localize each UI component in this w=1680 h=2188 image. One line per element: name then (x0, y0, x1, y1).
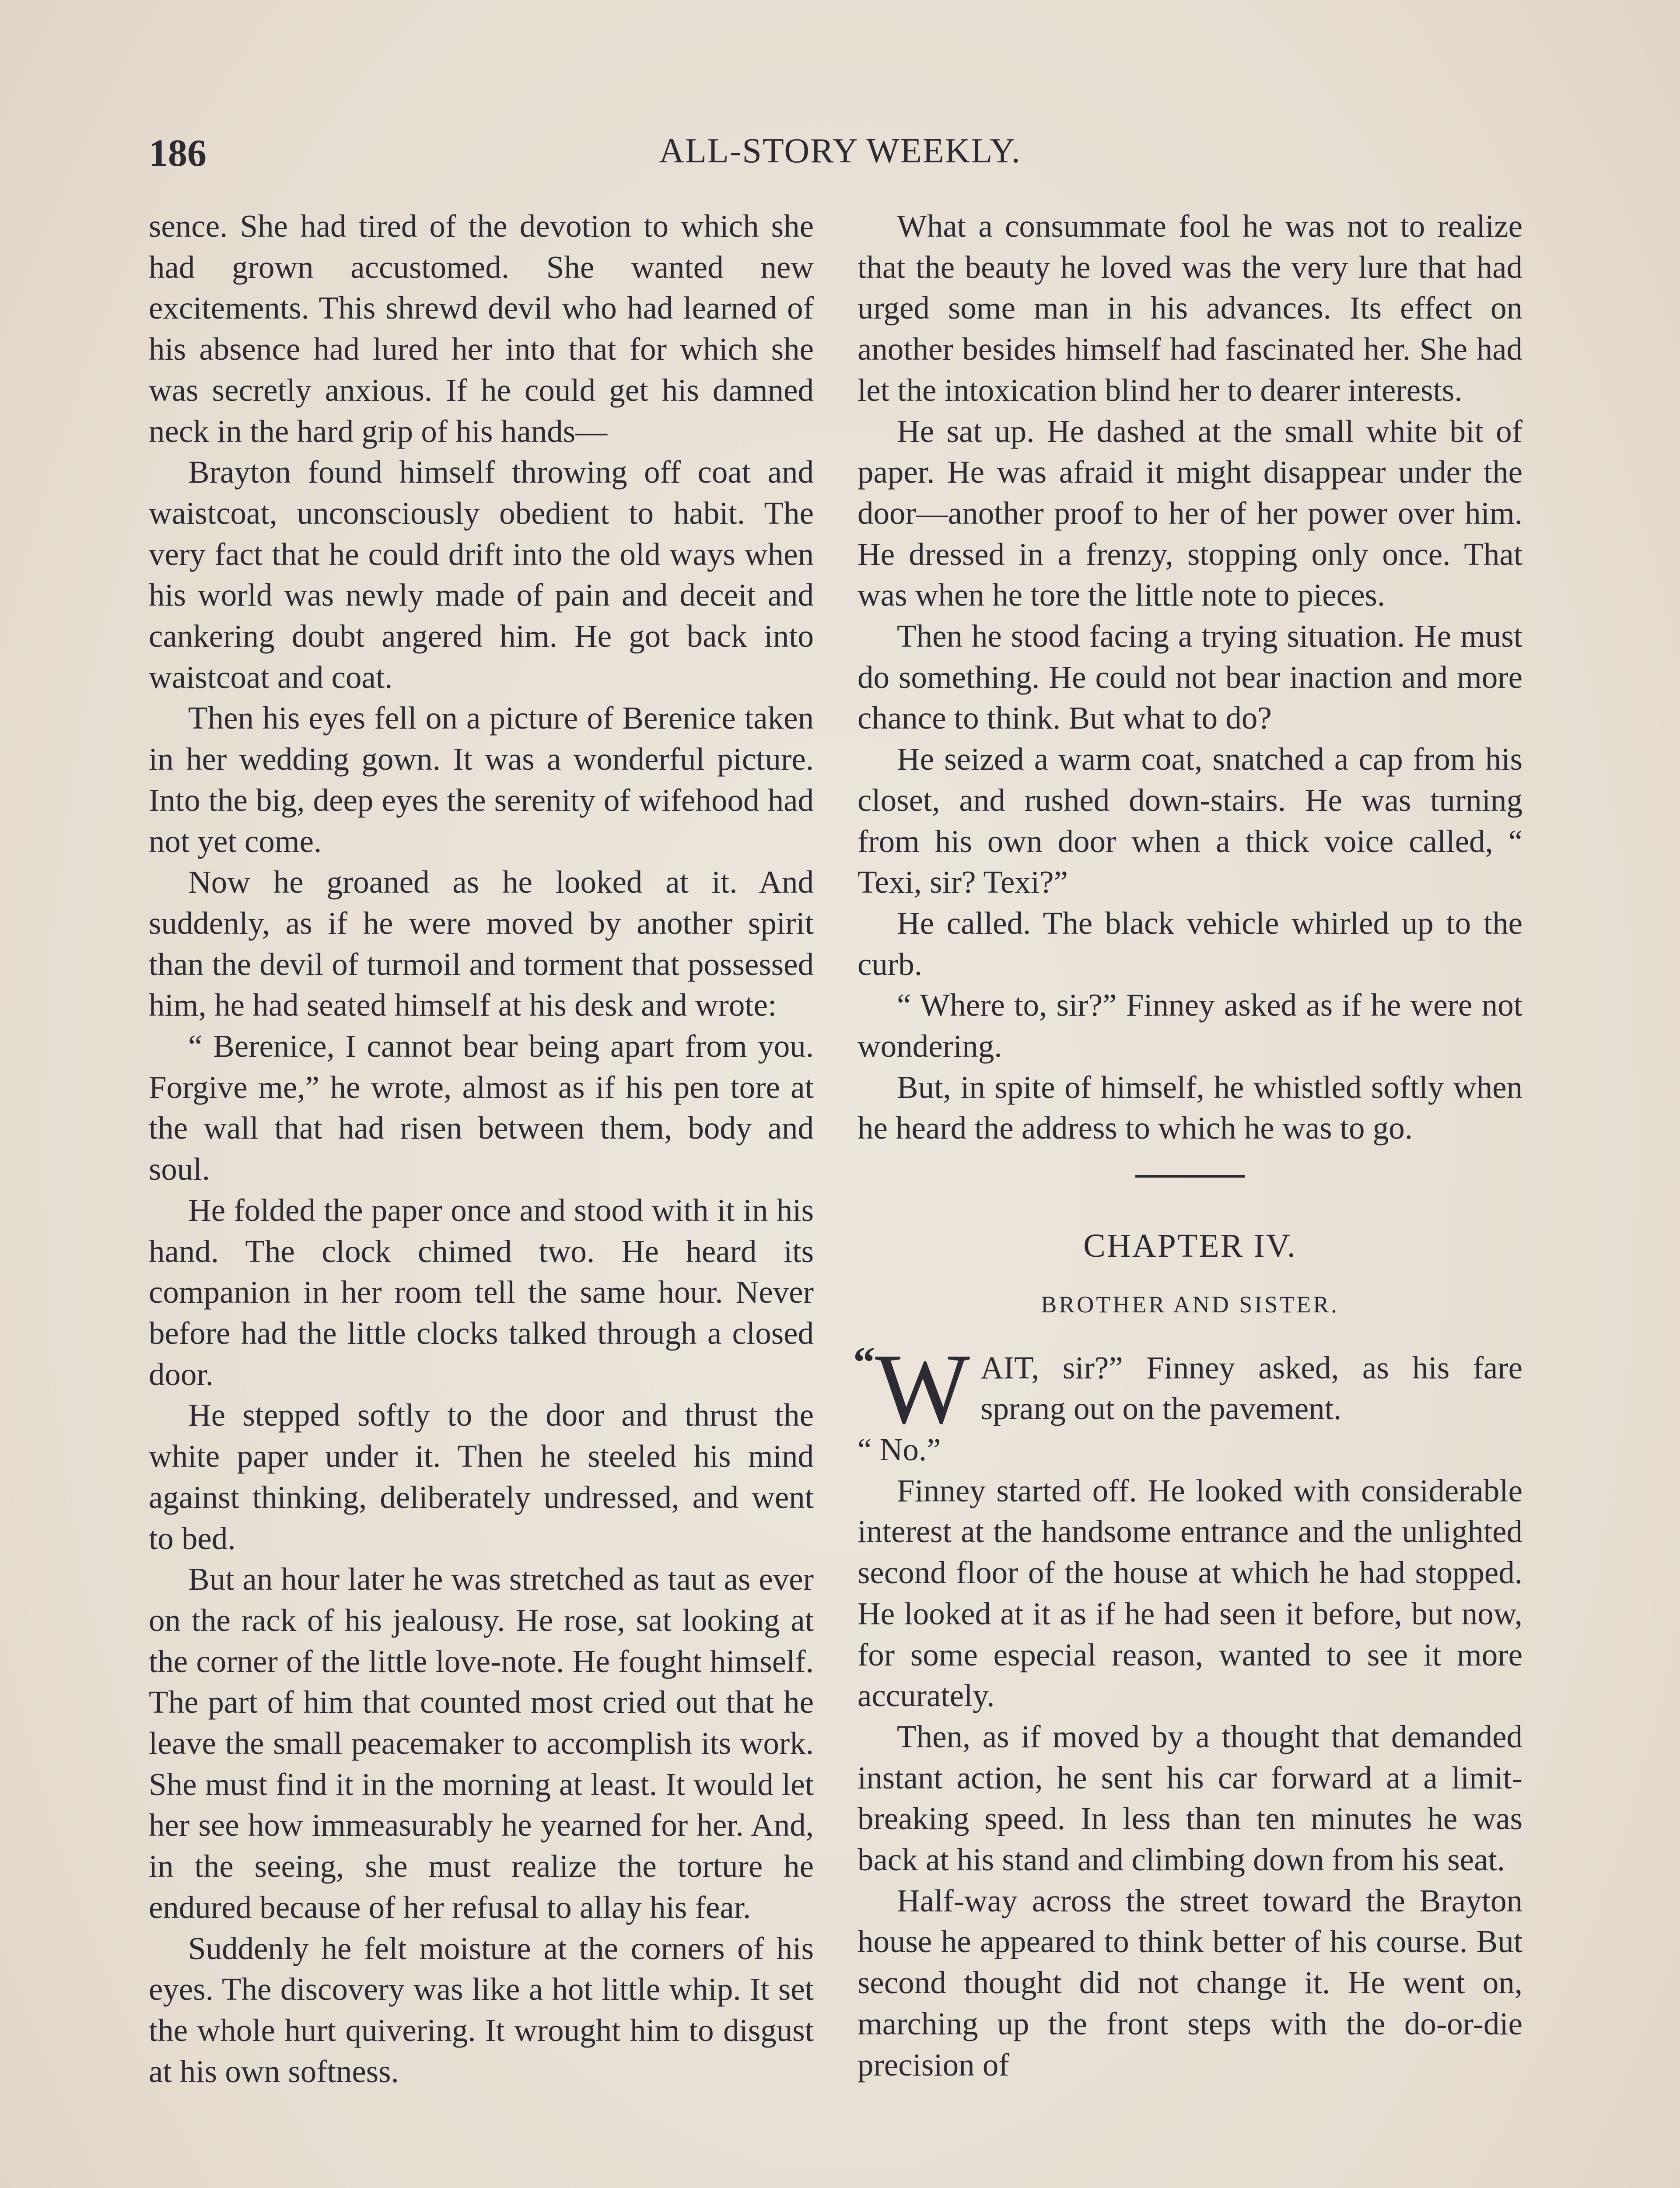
paragraph: Brayton found himself throwing off coat and waistcoat, unconsciously obedient to habit. The very fact that he could drift into the old ways when his world was newly made of pain and deceit and cankering doubt angered him. He got back into waistcoat and coat. (149, 454, 814, 695)
paragraph: What a consummate fool he was not to realize that the beauty he loved was the very lure that had urged some man in his advances. Its effect on another besides himself had fascinated her. She had let the intoxication blind her to dearer interests. (858, 208, 1522, 408)
paragraph: But an hour later he was stretched as taut as ever on the rack of his jealousy. He rose, sat looking at the corner of the little love-note. He fought himself. The part of him that counted most cried out that he leave the small peacemaker to accomplish its work. She must find it in the morning at least. It would let her see how immeasurably he yearned for her. And, in the seeing, she must realize the torture he endured because of her refusal to allay his fear. (149, 1561, 814, 1925)
paragraph: Then he stood facing a trying situation. He must do something. He could not bear inaction and more chance to think. But what to do? (858, 618, 1522, 736)
paragraph: Half-way across the street toward the Brayton house he appeared to think better of his course. But second thought did not change it. He went on, marching up the front steps with the do-or-die precision of (858, 1883, 1522, 2083)
dropcap-letter: W (875, 1332, 970, 1445)
paragraph: “ No.” (858, 1431, 941, 1467)
paragraph: Finney started off. He looked with considerable interest at the handsome entrance and the unlighted second floor of the house at which he had stopped. He looked at it as if he had seen it before, but now, for some especial reason, wanted to see it more accurately. (858, 1473, 1522, 1714)
paragraph: He seized a warm coat, snatched a cap from his closet, and rushed down-stairs. He was turning from his own door when a thick voice called, “ Texi, sir? Texi?” (858, 741, 1522, 900)
paragraph: But, in spite of himself, he whistled softly when he heard the address to which he was to go. (858, 1069, 1522, 1146)
paragraph: Then, as if moved by a thought that demanded instant action, he sent his car forward at a limit-breaking speed. In less than ten minutes he was back at his stand and climbing down from his seat. (858, 1718, 1522, 1878)
paragraph: He folded the paper once and stood with it in his hand. The clock chimed two. He heard its companion in her room tell the same hour. Never before had the little clocks talked through a closed door. (149, 1192, 814, 1392)
page-number: 186 (149, 132, 206, 175)
paragraph: Now he groaned as he looked at it. And suddenly, as if he were moved by another spirit than the devil of turmoil and torment that possessed him, he had seated himself at his desk and wrote: (149, 864, 814, 1023)
dropcap-quote: “ (853, 1337, 875, 1386)
paragraph: He stepped softly to the door and thrust the white paper under it. Then he steeled his mind against thinking, deliberately undressed, and went to bed. (149, 1397, 814, 1556)
paragraph: “ Where to, sir?” Finney asked as if he were not wondering. (858, 987, 1522, 1064)
right-column (853, 206, 1522, 2085)
chapter-subtitle: BROTHER AND SISTER. (1041, 1291, 1339, 1318)
running-head: ALL-STORY WEEKLY. (659, 132, 1021, 170)
paragraph: He called. The black vehicle whirled up to the curb. (858, 905, 1522, 982)
paragraph: “ Berenice, I cannot bear being apart from you. Forgive me,” he wrote, almost as if his pen tore at the wall that had risen between them, body and soul. (149, 1028, 814, 1187)
paragraph: sence. She had tired of the devotion to which she had grown accustomed. She wanted new excitements. This shrewd devil who had learned of his absence had lured her into that for which she was secretly anxious. If he could get his damned neck in the hard grip of his hands— (149, 208, 814, 449)
paragraph: AIT, sir?” Finney asked, as his fare sprang out on the pavement. (980, 1350, 1522, 1427)
paragraph: Suddenly he felt moisture at the corners of his eyes. The discovery was like a hot little whip. It set the whole hurt quivering. It wrought him to disgust at his own softness. (149, 1930, 814, 2089)
left-column (149, 206, 814, 2092)
chapter-opening (853, 1332, 1522, 1470)
paragraph: He sat up. He dashed at the small white bit of paper. He was afraid it might disappear under the door—another proof to her of her power over him. He dressed in a frenzy, stopping only once. That was when he tore the little note to pieces. (858, 413, 1522, 613)
page-header (149, 131, 1531, 179)
section-divider (1135, 1175, 1245, 1178)
chapter-title: CHAPTER IV. (1083, 1227, 1297, 1265)
paragraph: Then his eyes fell on a picture of Berenice taken in her wedding gown. It was a wonderful picture. Into the big, deep eyes the serenity of wifehood had not yet come. (149, 700, 814, 859)
